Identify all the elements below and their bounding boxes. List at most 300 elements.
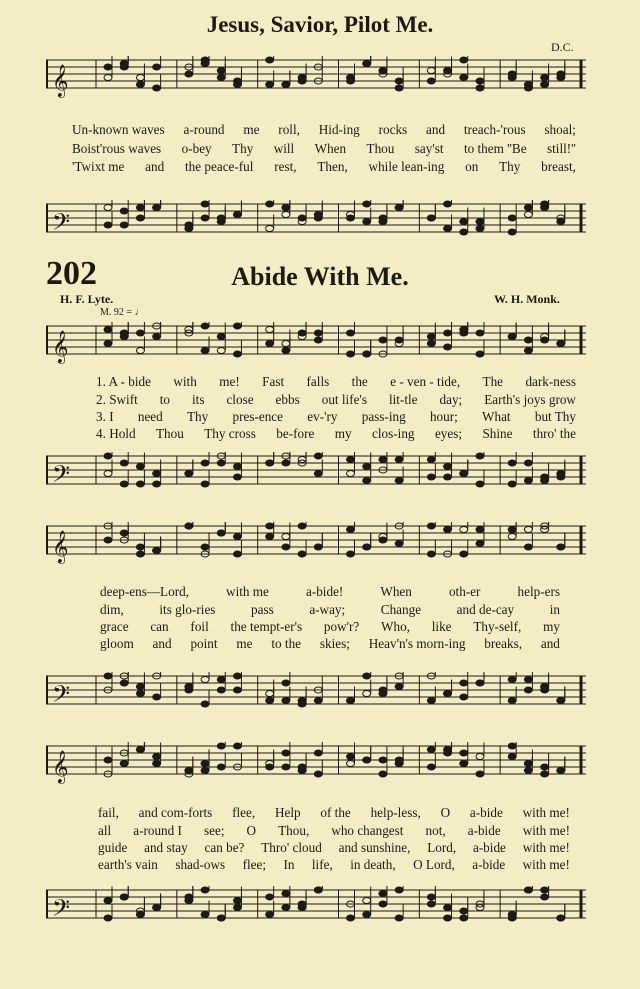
- lyric-word: 2. Swift: [96, 392, 138, 407]
- note-head: [201, 544, 209, 550]
- lyric-word: a-bide!: [305, 584, 344, 599]
- note-head: [185, 222, 193, 228]
- lyric-word: Thro' cloud: [261, 840, 322, 855]
- note-head: [395, 457, 403, 463]
- note-head: [298, 698, 306, 704]
- lyric-word: a-round: [183, 122, 225, 137]
- lyric-line: [72, 141, 576, 157]
- lyric-word: Thy: [232, 141, 254, 156]
- note-head: [427, 474, 435, 480]
- note-head: [347, 551, 355, 557]
- note-head: [104, 757, 112, 763]
- note-head: [444, 750, 452, 756]
- note-head: [233, 351, 241, 357]
- lyric-word: Who,: [381, 619, 410, 634]
- note-head: [476, 481, 484, 487]
- note-head: [476, 771, 484, 777]
- staff-lines: [46, 56, 586, 100]
- note-head: [233, 464, 241, 470]
- lyric-word: help-less,: [370, 805, 421, 820]
- note-head: [444, 527, 452, 533]
- note-head: [444, 226, 452, 232]
- note-head: [427, 523, 435, 529]
- note-head: [460, 327, 468, 333]
- lyric-word: to them ''Be: [463, 141, 527, 156]
- note-head: [266, 460, 274, 466]
- note-head: [395, 337, 403, 343]
- note-head: [508, 481, 516, 487]
- note-head: [476, 680, 484, 686]
- note-head: [524, 460, 532, 466]
- note-head: [427, 334, 435, 340]
- note-head: [314, 698, 322, 704]
- note-head: [104, 64, 112, 70]
- bass-staff: [46, 672, 586, 713]
- note-head: [282, 891, 290, 897]
- lyric-word: 3. I: [96, 409, 114, 424]
- lyric-word: and com-forts: [138, 805, 213, 820]
- lyric-word: a-bide: [467, 823, 501, 838]
- lyric-word: be-fore: [276, 426, 315, 441]
- note-head: [524, 544, 532, 550]
- lyric-line: [72, 159, 576, 175]
- note-head: [541, 894, 549, 900]
- lyric-word: while lean-ing: [368, 159, 445, 174]
- note-head: [201, 912, 209, 918]
- note-head: [136, 205, 144, 211]
- note-head: [524, 212, 532, 218]
- note-head: [524, 348, 532, 354]
- note-head: [541, 205, 549, 211]
- note-head: [120, 481, 128, 487]
- note-head: [363, 544, 371, 550]
- note-head: [427, 551, 435, 557]
- note-head: [427, 341, 435, 347]
- note-head: [524, 768, 532, 774]
- note-head: [476, 226, 484, 232]
- lyric-word: pass: [251, 602, 274, 617]
- bass-staff: [46, 452, 586, 493]
- note-head: [185, 471, 193, 477]
- lyric-word: clos-ing: [372, 426, 415, 441]
- note-head: [104, 453, 112, 459]
- note-head: [363, 898, 371, 904]
- lyric-word: a-bide: [469, 805, 503, 820]
- note-head: [153, 754, 161, 760]
- note-head: [314, 330, 322, 336]
- note-head: [153, 471, 161, 477]
- note-head: [217, 915, 225, 921]
- lyric-word: out life's: [321, 392, 367, 407]
- bass-clef-icon: 𝄢: [52, 894, 71, 927]
- lyric-word: Thou: [366, 141, 395, 156]
- lyric-word: and sunshine,: [338, 840, 411, 855]
- note-head: [476, 527, 484, 533]
- lyric-word: to: [159, 392, 171, 407]
- note-head: [266, 523, 274, 529]
- lyric-word: guide: [98, 840, 128, 855]
- note-head: [266, 764, 274, 770]
- note-head: [282, 460, 290, 466]
- lyric-word: life,: [311, 857, 333, 872]
- note-head: [557, 915, 565, 921]
- lyric-line: [100, 636, 560, 652]
- note-head: [298, 551, 306, 557]
- note-head: [185, 687, 193, 693]
- lyric-word: dark-ness: [525, 374, 576, 389]
- note-head: [136, 684, 144, 690]
- note-head: [201, 768, 209, 774]
- lyric-word: oth-er: [448, 584, 481, 599]
- lyric-word: thro' the: [532, 426, 576, 441]
- lyric-word: and: [152, 636, 172, 651]
- lyric-word: say'st: [414, 141, 444, 156]
- treble-clef-icon: 𝄞: [52, 750, 69, 783]
- note-head: [541, 887, 549, 893]
- lyric-line: [98, 823, 570, 839]
- note-head: [508, 334, 516, 340]
- lyric-word: deep-ens—Lord,: [100, 584, 189, 599]
- note-head: [233, 551, 241, 557]
- lyric-word: eyes;: [434, 426, 463, 441]
- note-head: [298, 215, 306, 221]
- note-head: [524, 687, 532, 693]
- note-head: [363, 673, 371, 679]
- note-head: [314, 215, 322, 221]
- lyric-word: on: [465, 159, 479, 174]
- note-head: [104, 898, 112, 904]
- note-head: [136, 348, 144, 354]
- lyric-word: its: [192, 392, 205, 407]
- note-head: [282, 82, 290, 88]
- note-head: [153, 694, 161, 700]
- treble-staff: [46, 322, 586, 363]
- note-head: [508, 677, 516, 683]
- lyric-word: of the: [320, 805, 351, 820]
- note-head: [153, 64, 161, 70]
- note-head: [363, 912, 371, 918]
- note-head: [120, 530, 128, 536]
- note-head: [541, 684, 549, 690]
- lyric-word: Boist'rous waves: [72, 141, 162, 156]
- note-head: [395, 761, 403, 767]
- note-head: [476, 85, 484, 91]
- note-head: [427, 894, 435, 900]
- lyric-word: Thy: [187, 409, 209, 424]
- note-head: [120, 208, 128, 214]
- note-head: [460, 229, 468, 235]
- note-head: [460, 750, 468, 756]
- lyric-word: in death,: [350, 857, 396, 872]
- note-head: [379, 901, 387, 907]
- note-head: [557, 544, 565, 550]
- treble-staff: [46, 56, 586, 97]
- note-head: [282, 534, 290, 540]
- lyric-word: fail,: [98, 805, 119, 820]
- lyric-word: skies;: [319, 636, 350, 651]
- lyric-word: treach-'rous: [463, 122, 526, 137]
- note-head: [541, 527, 549, 533]
- lyric-word: In: [283, 857, 295, 872]
- note-head: [379, 771, 387, 777]
- note-head: [444, 474, 452, 480]
- note-head: [233, 743, 241, 749]
- note-head: [444, 905, 452, 911]
- lyric-word: 4. Hold: [96, 426, 136, 441]
- note-head: [427, 215, 435, 221]
- lyric-word: pass-ing: [361, 409, 406, 424]
- staff-lines: [46, 452, 586, 496]
- lyric-word: Heav'n's morn-ing: [368, 636, 466, 651]
- note-head: [395, 78, 403, 84]
- treble-staff: [46, 522, 586, 563]
- note-head: [233, 82, 241, 88]
- note-head: [233, 212, 241, 218]
- note-head: [217, 68, 225, 74]
- note-head: [120, 761, 128, 767]
- lyric-word: Help: [274, 805, 301, 820]
- composer-credit: W. H. Monk.: [494, 292, 560, 306]
- note-head: [395, 541, 403, 547]
- lyric-word: O: [246, 823, 257, 838]
- lyric-line: [98, 805, 570, 821]
- lyric-word: O Lord,: [413, 857, 455, 872]
- bass-clef-icon: 𝄢: [52, 680, 71, 713]
- bass-staff: [46, 200, 586, 241]
- note-head: [476, 330, 484, 336]
- lyric-word: shoal;: [544, 122, 576, 137]
- note-head: [347, 915, 355, 921]
- note-head: [444, 691, 452, 697]
- staff-lines: [46, 672, 586, 716]
- note-head: [201, 215, 209, 221]
- note-head: [266, 894, 274, 900]
- lyric-line: [96, 374, 576, 390]
- note-head: [104, 75, 112, 81]
- note-head: [379, 68, 387, 74]
- note-head: [460, 551, 468, 557]
- note-head: [201, 323, 209, 329]
- lyric-word: its glo-ries: [159, 602, 216, 617]
- note-head: [104, 222, 112, 228]
- note-head: [185, 898, 193, 904]
- note-head: [314, 887, 322, 893]
- note-head: [363, 351, 371, 357]
- note-head: [136, 544, 144, 550]
- note-head: [136, 75, 144, 81]
- lyric-word: Fast: [262, 374, 285, 389]
- note-head: [460, 57, 468, 63]
- note-head: [201, 761, 209, 767]
- lyric-word: a-bide: [472, 840, 506, 855]
- note-head: [363, 478, 371, 484]
- note-head: [104, 673, 112, 679]
- note-head: [508, 229, 516, 235]
- lyric-line: [72, 122, 576, 138]
- note-head: [233, 898, 241, 904]
- lyric-word: Lord,: [427, 840, 457, 855]
- note-head: [217, 743, 225, 749]
- lyric-word: breaks,: [484, 636, 523, 651]
- note-head: [508, 754, 516, 760]
- note-head: [201, 887, 209, 893]
- note-head: [136, 691, 144, 697]
- note-head: [120, 222, 128, 228]
- note-head: [217, 75, 225, 81]
- lyric-word: will: [273, 141, 295, 156]
- note-head: [379, 891, 387, 897]
- lyric-word: e - ven - tide,: [390, 374, 461, 389]
- lyric-word: me!: [219, 374, 240, 389]
- note-head: [217, 334, 225, 340]
- bass-clef-icon: 𝄢: [52, 460, 71, 493]
- lyric-line: [96, 426, 576, 442]
- lyric-word: 1. A - bide: [96, 374, 151, 389]
- note-head: [201, 701, 209, 707]
- note-head: [201, 677, 209, 683]
- lyric-word: Thou: [155, 426, 184, 441]
- note-head: [282, 212, 290, 218]
- note-head: [427, 78, 435, 84]
- note-head: [347, 471, 355, 477]
- lyric-word: to the: [271, 636, 302, 651]
- note-head: [347, 761, 355, 767]
- lyric-word: shad-ows: [175, 857, 226, 872]
- note-head: [153, 905, 161, 911]
- treble-staff: [46, 742, 586, 783]
- lyric-word: my: [543, 619, 560, 634]
- note-head: [363, 757, 371, 763]
- note-head: [541, 764, 549, 770]
- note-head: [233, 534, 241, 540]
- lyric-word: and: [145, 159, 165, 174]
- lyric-line: [100, 584, 560, 600]
- note-head: [508, 915, 516, 921]
- note-head: [298, 523, 306, 529]
- note-head: [153, 548, 161, 554]
- note-head: [395, 205, 403, 211]
- lyric-word: and stay: [144, 840, 188, 855]
- note-head: [524, 478, 532, 484]
- note-head: [201, 57, 209, 63]
- note-head: [427, 764, 435, 770]
- treble-clef-icon: 𝄞: [52, 330, 69, 363]
- lyric-word: point: [190, 636, 218, 651]
- note-head: [153, 481, 161, 487]
- note-head: [136, 82, 144, 88]
- note-head: [136, 551, 144, 557]
- note-head: [314, 471, 322, 477]
- lyric-word: earth's vain: [98, 857, 158, 872]
- note-head: [460, 75, 468, 81]
- lyric-word: Thy cross: [204, 426, 256, 441]
- note-head: [508, 534, 516, 540]
- note-head: [266, 698, 274, 704]
- lyric-line: [100, 602, 560, 618]
- note-head: [557, 471, 565, 477]
- note-head: [460, 761, 468, 767]
- note-head: [476, 219, 484, 225]
- note-head: [557, 71, 565, 77]
- lyric-word: with me!: [522, 857, 570, 872]
- note-head: [201, 481, 209, 487]
- lyric-word: day;: [439, 392, 463, 407]
- note-head: [379, 457, 387, 463]
- lyric-word: close: [226, 392, 254, 407]
- note-head: [266, 341, 274, 347]
- note-head: [217, 215, 225, 221]
- note-head: [524, 82, 532, 88]
- note-head: [395, 915, 403, 921]
- note-head: [395, 85, 403, 91]
- note-head: [460, 471, 468, 477]
- lyric-word: all: [98, 823, 112, 838]
- note-head: [266, 226, 274, 232]
- note-head: [266, 57, 274, 63]
- note-head: [185, 71, 193, 77]
- note-head: [266, 912, 274, 918]
- note-head: [444, 201, 452, 207]
- tempo-marking: M. 92 = ♩: [100, 307, 145, 318]
- note-head: [427, 698, 435, 704]
- note-head: [314, 337, 322, 343]
- note-head: [444, 344, 452, 350]
- note-head: [508, 698, 516, 704]
- note-head: [363, 201, 371, 207]
- lyric-word: Change: [380, 602, 422, 617]
- note-head: [347, 330, 355, 336]
- note-head: [379, 691, 387, 697]
- note-head: [104, 205, 112, 211]
- lyric-word: who changest: [331, 823, 404, 838]
- note-head: [298, 75, 306, 81]
- note-head: [524, 761, 532, 767]
- note-head: [379, 337, 387, 343]
- note-head: [363, 61, 371, 67]
- note-head: [233, 323, 241, 329]
- note-head: [347, 351, 355, 357]
- note-head: [314, 771, 322, 777]
- note-head: [266, 327, 274, 333]
- note-head: [557, 698, 565, 704]
- note-head: [136, 481, 144, 487]
- note-head: [460, 915, 468, 921]
- lyric-word: not,: [425, 823, 446, 838]
- note-head: [476, 541, 484, 547]
- note-head: [395, 887, 403, 893]
- note-head: [508, 215, 516, 221]
- lyricist-credit: H. F. Lyte.: [60, 292, 114, 306]
- note-head: [136, 464, 144, 470]
- lyric-word: pow'r?: [323, 619, 360, 634]
- note-head: [104, 327, 112, 333]
- note-head: [444, 464, 452, 470]
- lyric-word: and de-cay: [456, 602, 515, 617]
- note-head: [136, 747, 144, 753]
- note-head: [217, 460, 225, 466]
- note-head: [233, 673, 241, 679]
- note-head: [233, 474, 241, 480]
- staff-lines: [46, 322, 586, 366]
- lyric-word: Thou,: [278, 823, 310, 838]
- note-head: [104, 341, 112, 347]
- lyric-word: with me!: [522, 805, 570, 820]
- lyric-word: can: [150, 619, 169, 634]
- note-head: [541, 75, 549, 81]
- note-head: [363, 691, 371, 697]
- lyric-word: ev-'ry: [307, 409, 338, 424]
- bass-staff: [46, 886, 586, 927]
